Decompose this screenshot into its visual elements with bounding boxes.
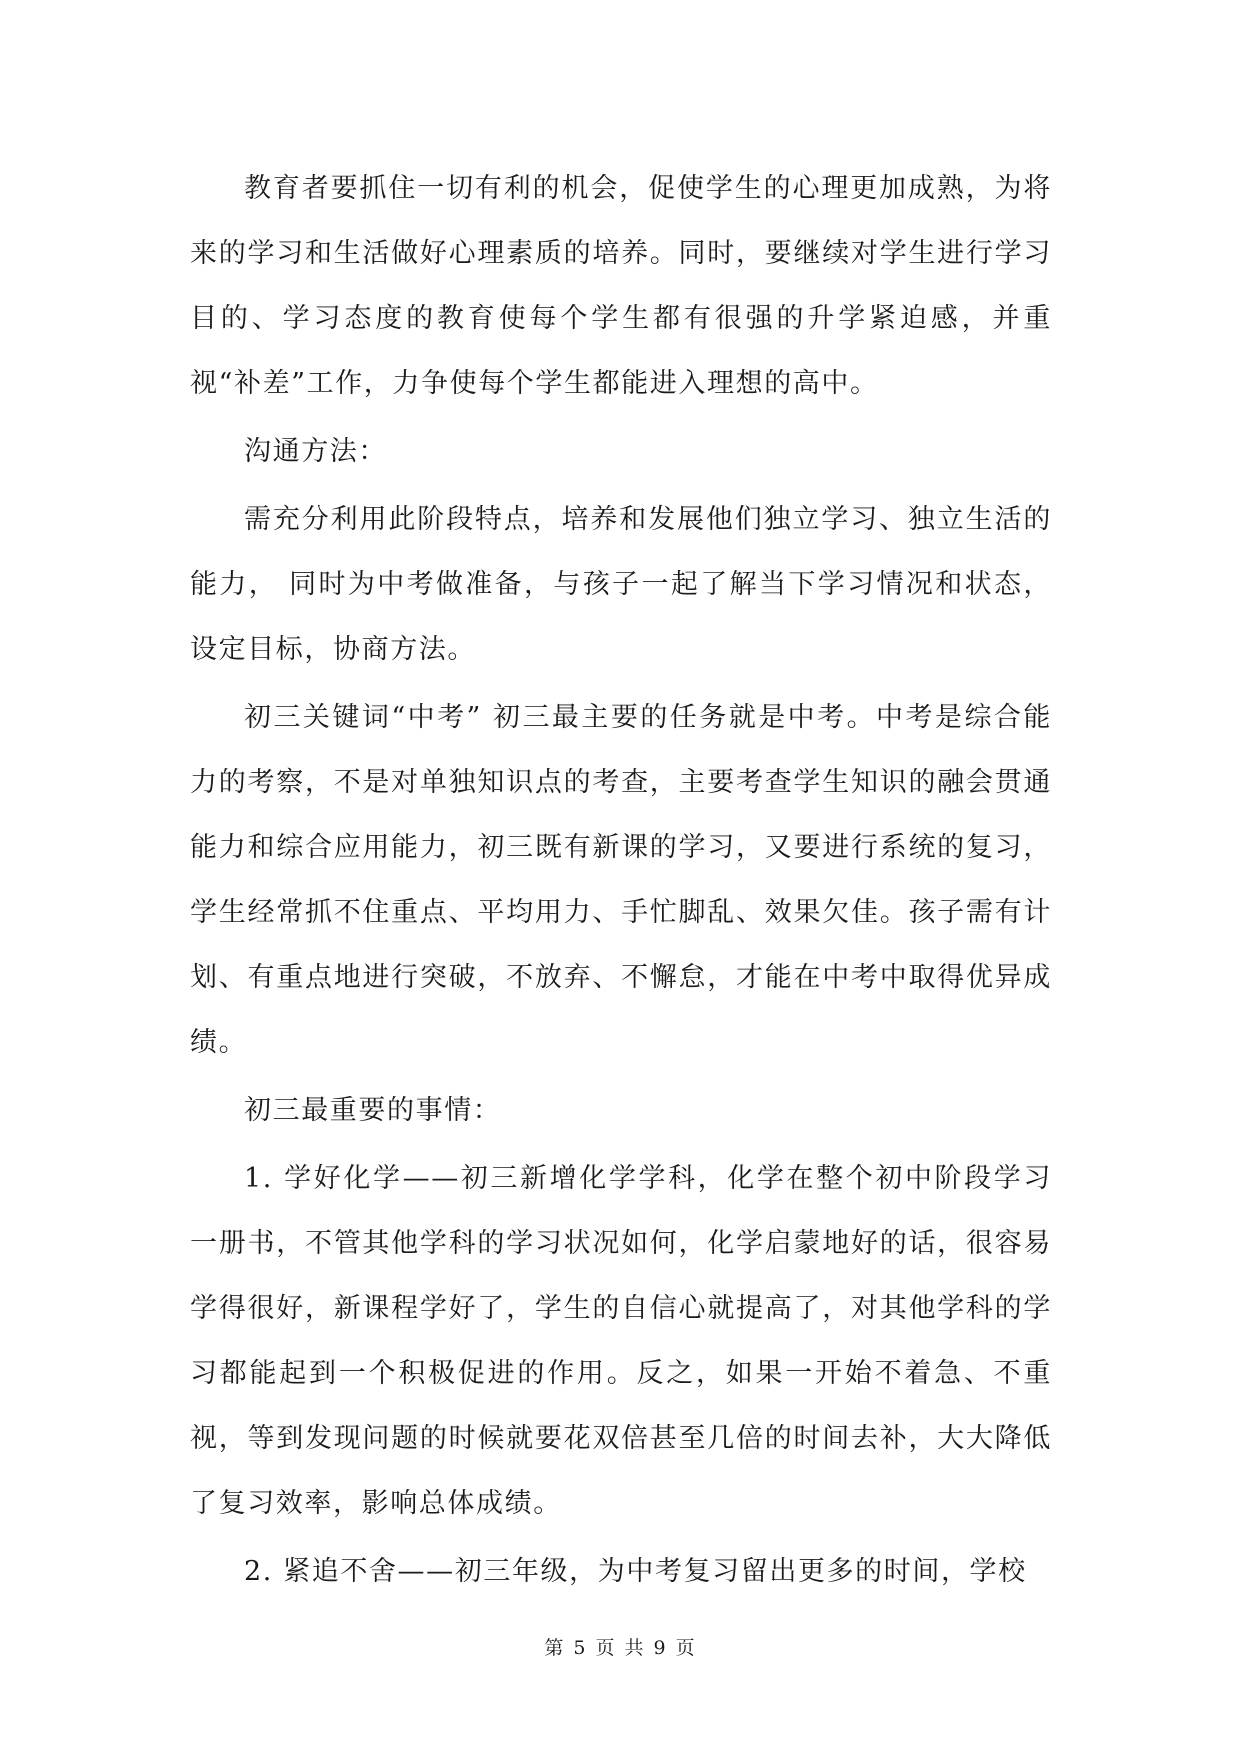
paragraph-1: 教育者要抓住一切有利的机会，促使学生的心理更加成熟，为将来的学习和生活做好心理素质的培养。同时，要继续对学生进行学习目的、学习态度的教育使每个学生都有很强的升学紧迫感，并重视“补差”工作，力争使每个学生都能进入理想的高中。: [190, 173, 1052, 399]
paragraph-2-heading: 沟通方法：: [244, 436, 387, 467]
page-number-footer: 第 5 页 共 9 页: [544, 1637, 697, 1659]
paragraph-7-item-2: 2. 紧追不舍——初三年级，为中考复习留出更多的时间，学校: [244, 1556, 1027, 1587]
paragraph-4: 初三关键词“中考” 初三最主要的任务就是中考。中考是综合能力的考察，不是对单独知识点的考查，主要考查学生知识的融会贯通能力和综合应用能力，初三既有新课的学习，又要进行系统的复习，学生经常抓不住重点、平均用力、手忙脚乱、效果欠佳。孩子需有计划、有重点地进行突破，不放弃、不懈怠，才能在中考中取得优异成绩。: [190, 702, 1052, 1058]
page-body: [190, 156, 1052, 1607]
paragraph-5-heading: 初三最重要的事情：: [244, 1095, 502, 1126]
paragraph-3: 需充分利用此阶段特点，培养和发展他们独立学习、独立生活的能力， 同时为中考做准备，与孩子一起了解当下学习情况和状态，设定目标，协商方法。: [190, 504, 1052, 665]
paragraph-6-item-1: 1. 学好化学——初三新增化学学科，化学在整个初中阶段学习一册书，不管其他学科的学习状况如何，化学启蒙地好的话，很容易学得很好，新课程学好了，学生的自信心就提高了，对其他学科的学习都能起到一个积极促进的作用。反之，如果一开始不着急、不重视，等到发现问题的时候就要花双倍甚至几倍的时间去补，大大降低了复习效率，影响总体成绩。: [190, 1163, 1052, 1519]
